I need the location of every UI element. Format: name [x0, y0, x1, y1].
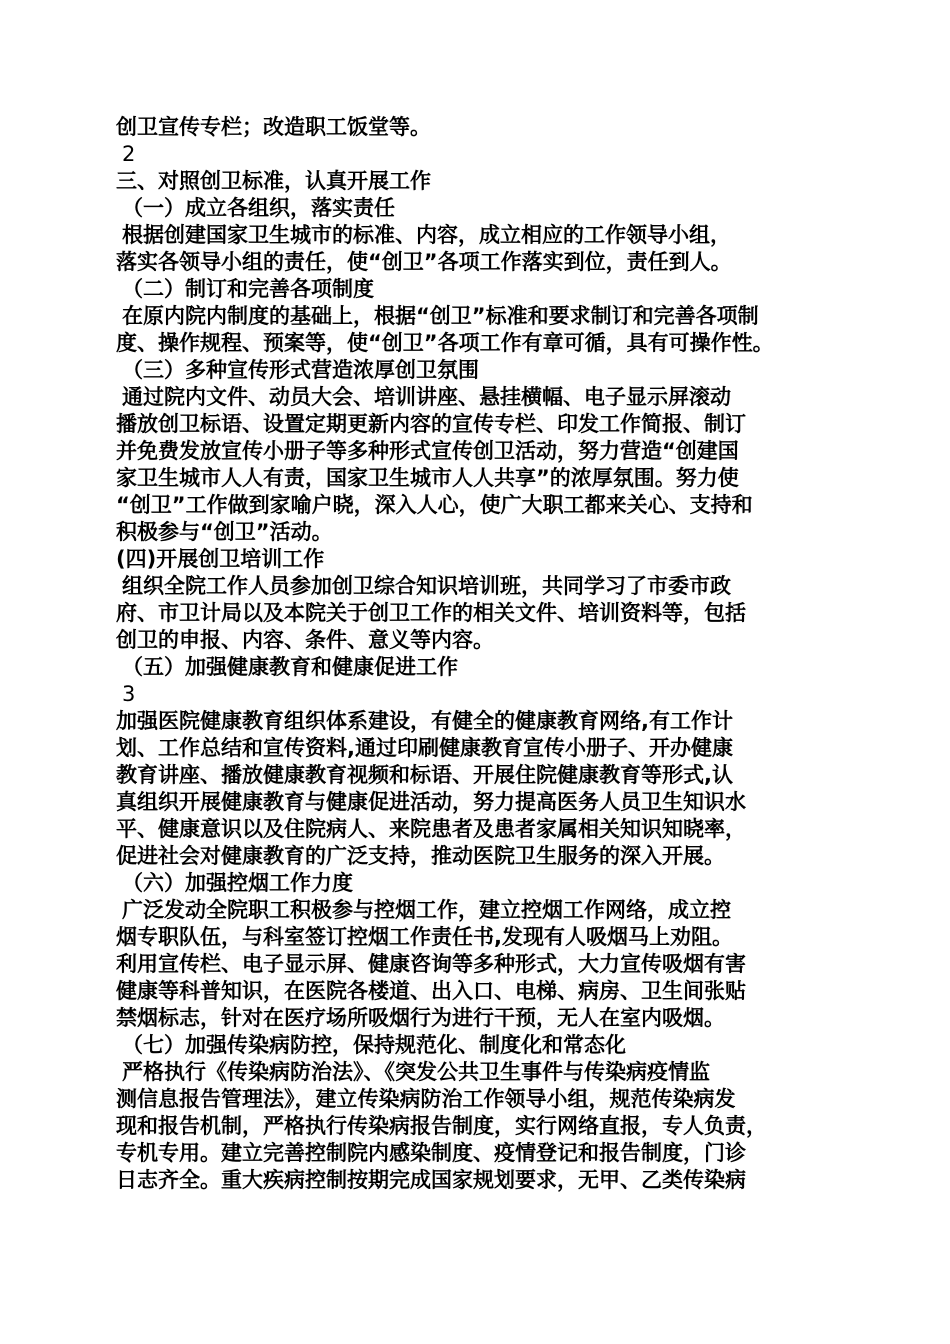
subsection-heading: （一）成立各组织，落实责任 — [122, 196, 395, 220]
body-text-line: 加强医院健康教育组织体系建设，有健全的健康教育网络,有工作计 — [116, 709, 733, 733]
body-text-line: 利用宣传栏、电子显示屏、健康咨询等多种形式，大力宣传吸烟有害 — [116, 952, 746, 976]
page-number: 3 — [122, 682, 136, 706]
page-number: 2 — [122, 142, 136, 166]
body-text-line: 在原内院内制度的基础上，根据“创卫”标准和要求制订和完善各项制 — [122, 304, 759, 328]
body-text-line: 日志齐全。重大疾病控制按期完成国家规划要求，无甲、乙类传染病 — [116, 1168, 746, 1192]
body-text-line: 播放创卫标语、设置定期更新内容的宣传专栏、印发工作简报、制订 — [116, 412, 746, 436]
body-text-line: 划、工作总结和宣传资料,通过印刷健康教育宣传小册子、开办健康 — [116, 736, 733, 760]
subsection-heading: （三）多种宣传形式营造浓厚创卫氛围 — [122, 358, 479, 382]
body-text-line: 健康等科普知识，在医院各楼道、出入口、电梯、病房、卫生间张贴 — [116, 979, 746, 1003]
subsection-heading: (四)开展创卫培训工作 — [116, 547, 325, 571]
body-text-line: 组织全院工作人员参加创卫综合知识培训班，共同学习了市委市政 — [122, 574, 731, 598]
body-text-line: 禁烟标志，针对在医疗场所吸烟行为进行干预，无人在室内吸烟。 — [116, 1006, 725, 1030]
body-text-line: 广泛发动全院职工积极参与控烟工作，建立控烟工作网络，成立控 — [122, 898, 731, 922]
subsection-heading: （七）加强传染病防控，保持规范化、制度化和常态化 — [122, 1033, 626, 1057]
body-text-line: 现和报告机制，严格执行传染病报告制度，实行网络直报，专人负责， — [116, 1114, 767, 1138]
body-text-line: 并免费发放宣传小册子等多种形式宣传创卫活动，努力营造“创建国 — [116, 439, 739, 463]
body-text-line: 度、操作规程、预案等，使“创卫”各项工作有章可循，具有可操作性。 — [116, 331, 774, 355]
subsection-heading: （五）加强健康教育和健康促进工作 — [122, 655, 458, 679]
body-text-line: 真组织开展健康教育与健康促进活动，努力提高医务人员卫生知识水 — [116, 790, 746, 814]
body-text-line: 创卫宣传专栏；改造职工饭堂等。 — [116, 115, 431, 139]
body-text-line: 严格执行《传染病防治法》、《突发公共卫生事件与传染病疫情监 — [122, 1060, 710, 1084]
body-text-line: 落实各领导小组的责任，使“创卫”各项工作落实到位，责任到人。 — [116, 250, 732, 274]
body-text-line: 通过院内文件、动员大会、培训讲座、悬挂横幅、电子显示屏滚动 — [122, 385, 731, 409]
body-text-line: 测信息报告管理法》，建立传染病防治工作领导小组，规范传染病发 — [116, 1087, 736, 1111]
body-text-line: 府、市卫计局以及本院关于创卫工作的相关文件、培训资料等，包括 — [116, 601, 746, 625]
body-text-line: 积极参与“创卫”活动。 — [116, 520, 333, 544]
document-page — [116, 114, 841, 1194]
body-text-line: 教育讲座、播放健康教育视频和标语、开展住院健康教育等形式,认 — [116, 763, 733, 787]
body-text-line: 促进社会对健康教育的广泛支持，推动医院卫生服务的深入开展。 — [116, 844, 725, 868]
body-text-line: 烟专职队伍，与科室签订控烟工作责任书,发现有人吸烟马上劝阻。 — [116, 925, 733, 949]
section-heading: 三、对照创卫标准，认真开展工作 — [116, 169, 431, 193]
body-text-line: 平、健康意识以及住院病人、来院患者及患者家属相关知识知晓率， — [116, 817, 746, 841]
body-text-line: “创卫”工作做到家喻户晓，深入人心，使广大职工都来关心、支持和 — [116, 493, 753, 517]
body-text-line: 家卫生城市人人有责，国家卫生城市人人共享”的浓厚氛围。努力使 — [116, 466, 739, 490]
body-text-line: 创卫的申报、内容、条件、意义等内容。 — [116, 628, 494, 652]
body-text-line: 根据创建国家卫生城市的标准、内容，成立相应的工作领导小组， — [122, 223, 731, 247]
subsection-heading: （二）制订和完善各项制度 — [122, 277, 374, 301]
subsection-heading: （六）加强控烟工作力度 — [122, 871, 353, 895]
body-text-line: 专机专用。建立完善控制院内感染制度、疫情登记和报告制度，门诊 — [116, 1141, 746, 1165]
